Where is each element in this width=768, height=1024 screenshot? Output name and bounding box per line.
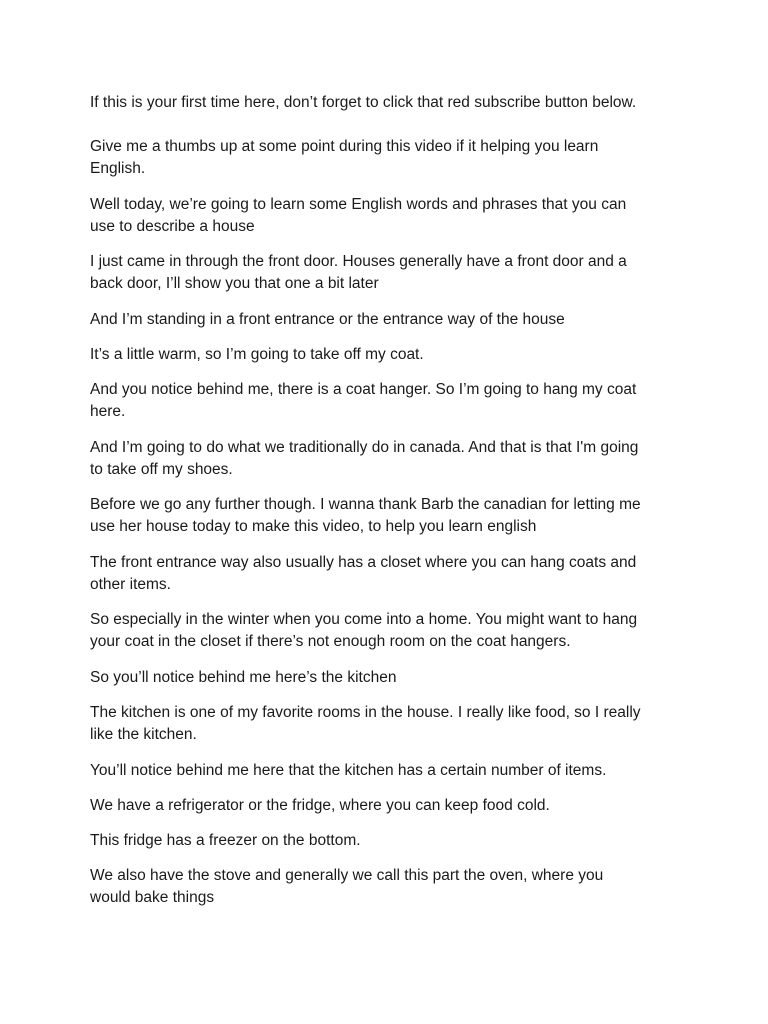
paragraph-kitchen: So you’ll notice behind me here’s the kitchen <box>90 669 397 686</box>
paragraph-fridge: We have a refrigerator or the fridge, where you can keep food cold. <box>90 797 550 814</box>
paragraph-favorite-room: The kitchen is one of my favorite rooms in the house. I really like food, so I really like the kitchen. <box>90 704 641 743</box>
paragraph-thanks: Before we go any further though. I wanna thank Barb the canadian for letting me use her house today to make this video, to help you learn english <box>90 496 641 535</box>
paragraph-closet: The front entrance way also usually has a closet where you can hang coats and other items. <box>90 554 637 593</box>
paragraph-winter: So especially in the winter when you come into a home. You might want to hang your coat in the closet if there’s not enough room on the coat hangers. <box>90 611 638 650</box>
paragraph-shoes: And I’m going to do what we traditionally do in canada. And that is that I'm going to take off my shoes. <box>90 439 639 478</box>
paragraph-freezer: This fridge has a freezer on the bottom. <box>90 832 361 849</box>
paragraph-intro: Well today, we’re going to learn some English words and phrases that you can use to describe a house <box>90 196 627 235</box>
paragraph-entrance: And I’m standing in a front entrance or the entrance way of the house <box>90 311 565 328</box>
paragraph-front-door: I just came in through the front door. Houses generally have a front door and a back door, I’ll show you that one a bit later <box>90 253 627 292</box>
paragraph-stove: We also have the stove and generally we call this part the oven, where you would bake things <box>90 867 604 906</box>
paragraph-subscribe: If this is your first time here, don’t forget to click that red subscribe button below. <box>90 94 637 111</box>
paragraph-thumbs-up: Give me a thumbs up at some point during this video if it helping you learn English. <box>90 138 599 177</box>
paragraph-coat-hanger: And you notice behind me, there is a coat hanger. So I’m going to hang my coat here. <box>90 381 637 420</box>
paragraph-coat: It’s a little warm, so I’m going to take off my coat. <box>90 346 424 363</box>
paragraph-items: You’ll notice behind me here that the kitchen has a certain number of items. <box>90 762 607 779</box>
